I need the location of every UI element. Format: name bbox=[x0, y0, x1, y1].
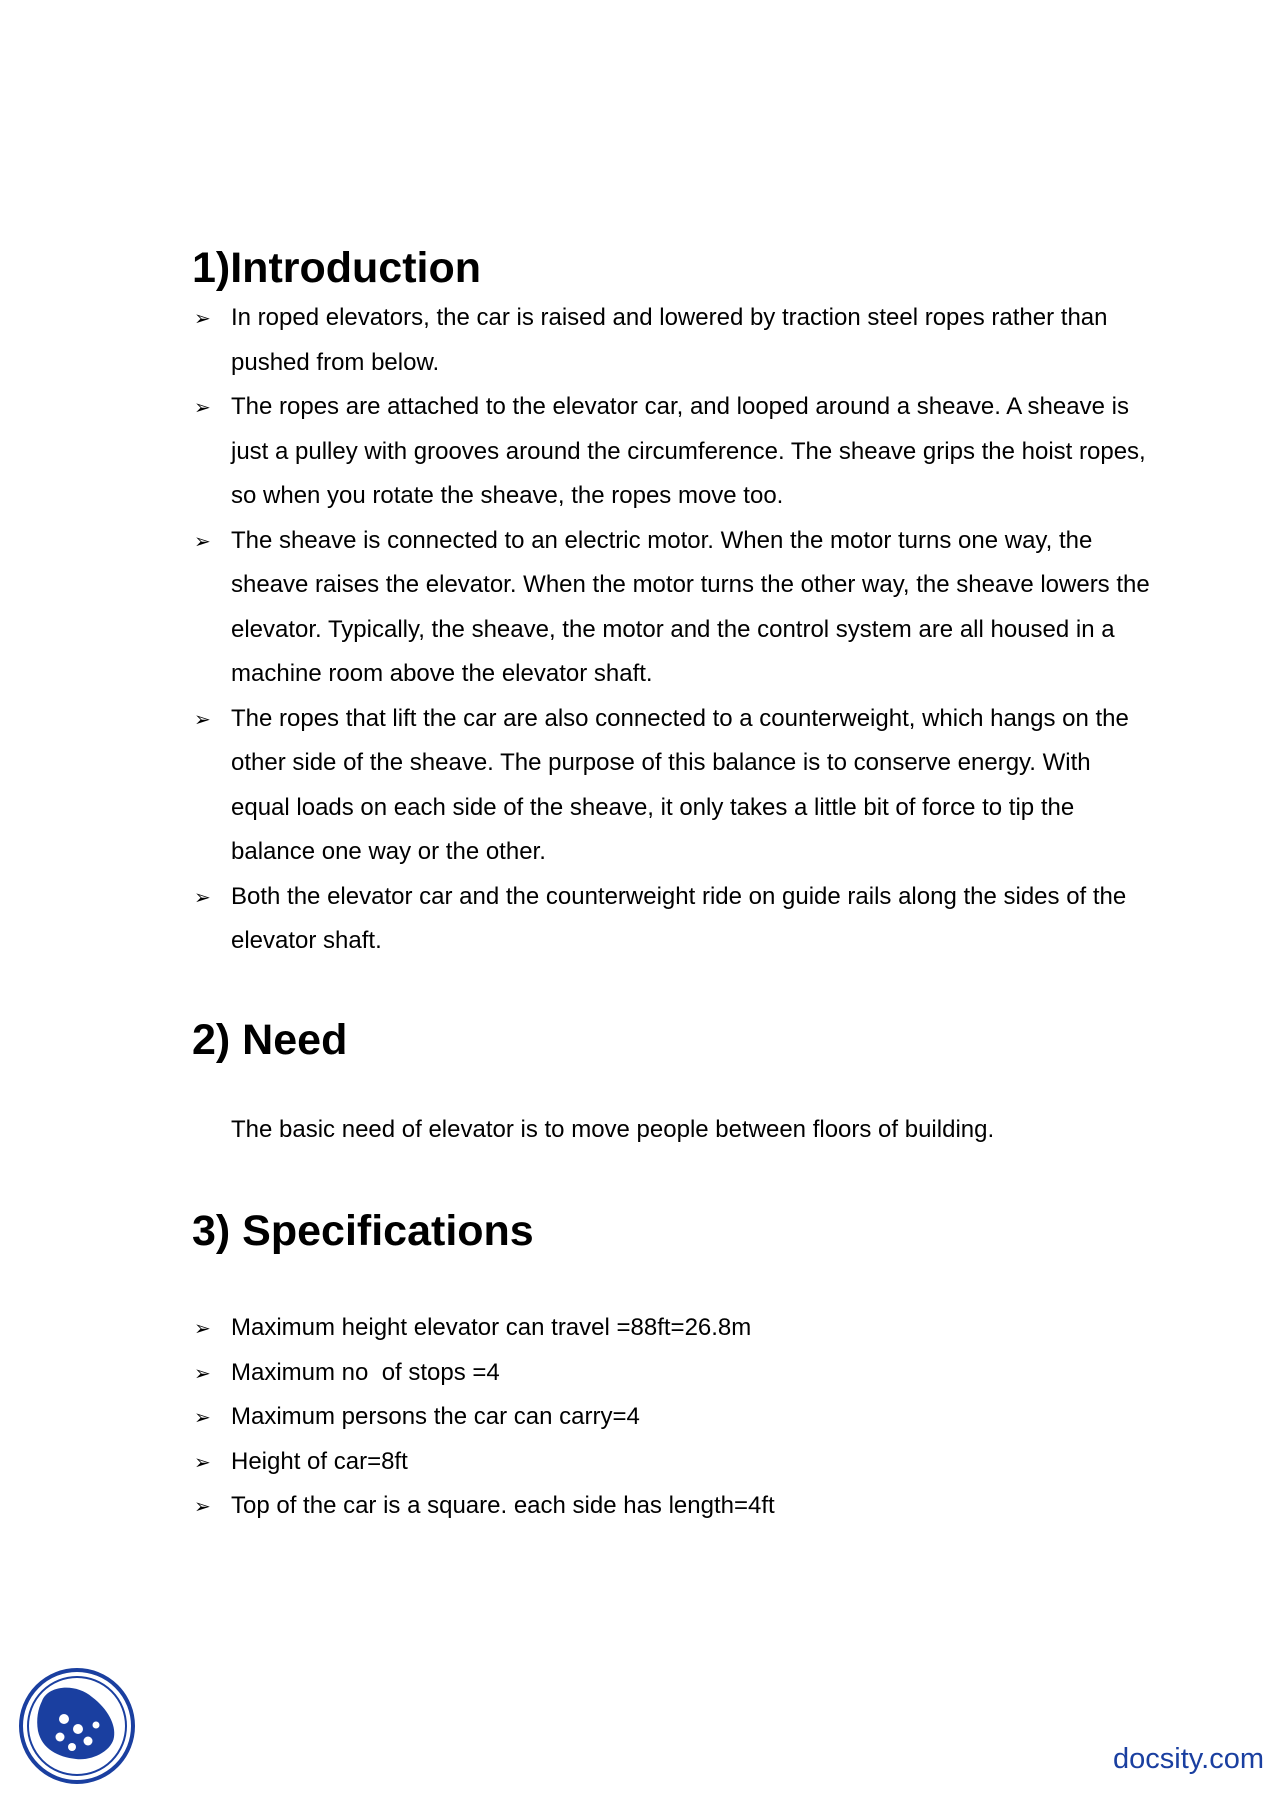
specifications-list bbox=[192, 1306, 1152, 1529]
arrowhead-bullet-icon: ➢ bbox=[194, 528, 211, 553]
list-item: ➢ Height of car=8ft bbox=[192, 1440, 1152, 1485]
docsity-brand-link[interactable]: docsity.com bbox=[1113, 1743, 1264, 1775]
section-title-specifications: 3) Specifications bbox=[192, 1207, 534, 1255]
list-item: ➢ Maximum no of stops =4 bbox=[192, 1351, 1152, 1396]
arrowhead-bullet-icon: ➢ bbox=[194, 1316, 211, 1340]
list-item: ➢ Top of the car is a square. each side has length=4ft bbox=[192, 1484, 1152, 1529]
arrowhead-bullet-icon: ➢ bbox=[194, 1494, 211, 1518]
section-title-need: 2) Need bbox=[192, 1015, 348, 1064]
need-paragraph: The basic need of elevator is to move people between floors of building. bbox=[231, 1115, 995, 1143]
list-item: ➢ The ropes that lift the car are also connected to a counterweight, which hangs on the other side of the sheave. The purpose of this balance is to conserve energy. With equal loads on each side of the sheave, it only takes a little bit of force to tip the balance one way or the other. bbox=[192, 697, 1152, 875]
list-item: ➢ In roped elevators, the car is raised and lowered by traction steel ropes rather than pushed from below. bbox=[192, 296, 1152, 385]
arrowhead-bullet-icon: ➢ bbox=[194, 706, 211, 731]
introduction-list bbox=[192, 296, 1152, 964]
arrowhead-bullet-icon: ➢ bbox=[194, 1360, 211, 1385]
arrowhead-bullet-icon: ➢ bbox=[194, 1405, 211, 1429]
list-item: ➢ Both the elevator car and the counterweight ride on guide rails along the sides of the elevator shaft. bbox=[192, 875, 1152, 964]
list-item: ➢ Maximum height elevator can travel =88ft=26.8m bbox=[192, 1306, 1152, 1351]
list-item: ➢ The ropes are attached to the elevator car, and looped around a sheave. A sheave is just a pulley with grooves around the circumference. The sheave grips the hoist ropes, so when you rotate the sheave, the ropes move too. bbox=[192, 385, 1152, 519]
arrowhead-bullet-icon: ➢ bbox=[194, 884, 211, 909]
page-content bbox=[192, 240, 1152, 1529]
list-item: ➢ Maximum persons the car can carry=4 bbox=[192, 1395, 1152, 1440]
list-item: ➢ The sheave is connected to an electric motor. When the motor turns one way, the sheave raises the elevator. When the motor turns the other way, the sheave lowers the elevator. Typically, the sheave, the motor and the control system are all housed in a machine room above the elevator shaft. bbox=[192, 519, 1152, 697]
section-title-introduction: 1)Introduction bbox=[192, 244, 482, 292]
arrowhead-bullet-icon: ➢ bbox=[194, 1449, 211, 1474]
arrowhead-bullet-icon: ➢ bbox=[194, 306, 211, 330]
arrowhead-bullet-icon: ➢ bbox=[194, 395, 211, 419]
docsity-logo-icon[interactable] bbox=[18, 1667, 136, 1785]
